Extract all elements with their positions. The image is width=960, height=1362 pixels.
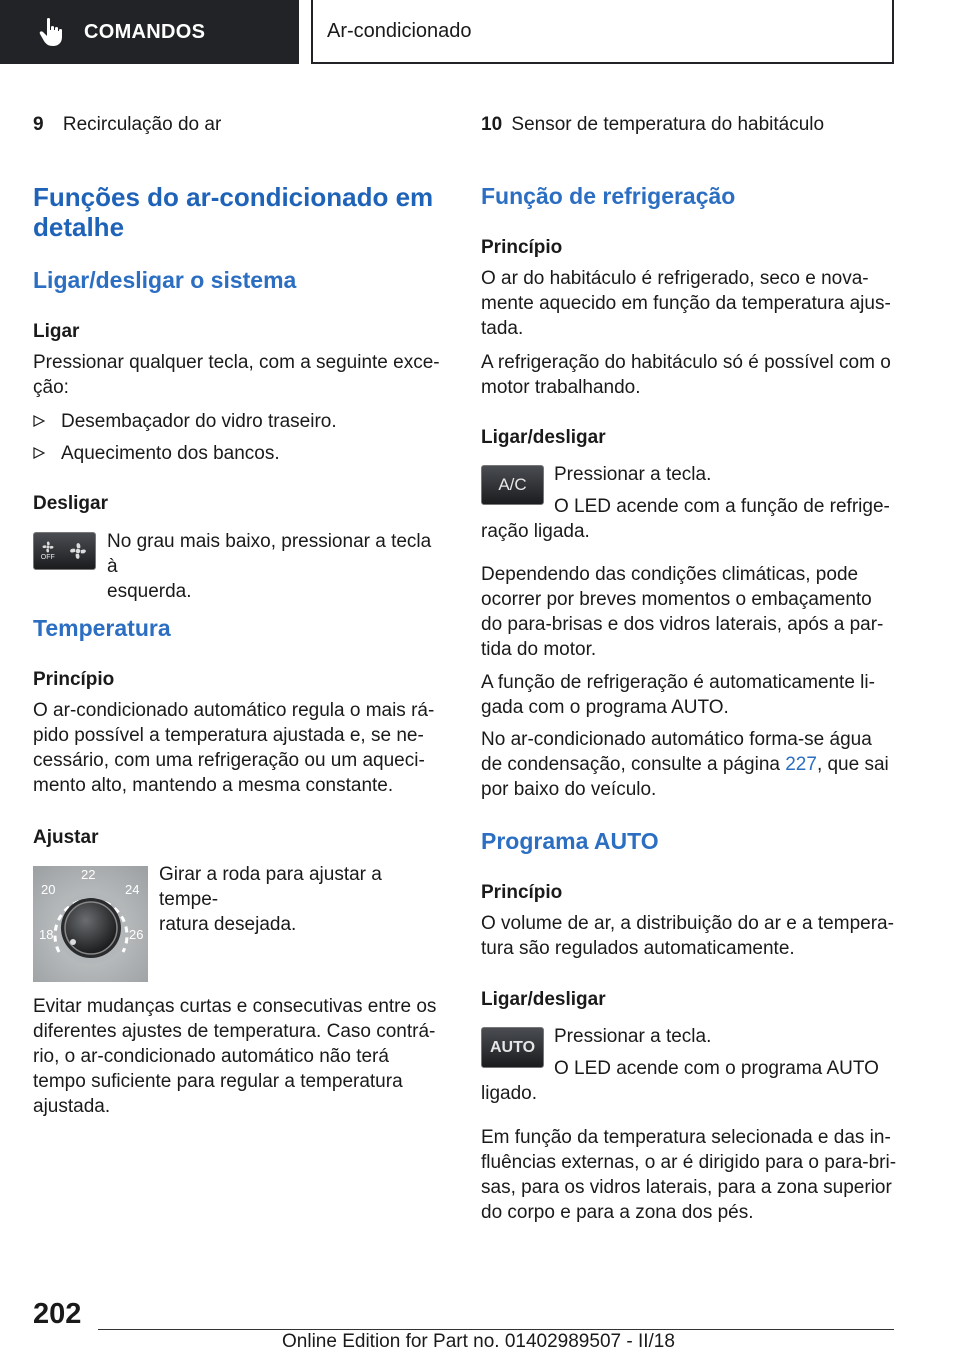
legend-number: 10	[481, 114, 503, 135]
text-line: pido possível a temperatura ajustada e, se ne‐	[33, 725, 424, 746]
subheading-ligar-desligar: Ligar/desligar	[481, 427, 606, 448]
desligar-paragraph	[107, 529, 443, 604]
legend-item-10	[481, 112, 824, 137]
text-line: cessário, com uma refrigeração ou um aqueci‐	[33, 750, 425, 771]
subheading-desligar: Desligar	[33, 493, 108, 514]
text-fragment: de condensação, consulte a página	[481, 754, 786, 775]
legend-text: Sensor de temperatura do habitáculo	[511, 114, 825, 135]
temperature-dial-image	[33, 866, 148, 982]
em-funcao-paragraph	[481, 1125, 896, 1225]
auto-led-text-cont: ligado.	[481, 1083, 537, 1104]
text-line: Pressionar a tecla.	[554, 464, 712, 485]
text-line: A função de refrigeração é automaticamente li‐	[481, 672, 875, 693]
triangle-bullet-icon	[33, 447, 45, 459]
text-line: Pressionar qualquer tecla, com a seguinte exce‐	[33, 352, 440, 373]
text-line: Em função da temperatura selecionada e das in‐	[481, 1127, 891, 1148]
text-line: mente aquecido em função da temperatura ajus‐	[481, 293, 891, 314]
heading-funcao-refrigeracao: Função de refrigeração	[481, 183, 736, 209]
legend-item-9	[33, 112, 221, 137]
temperatura-paragraph	[33, 698, 434, 798]
text-line: diferentes ajustes de temperatura. Caso contrá‐	[33, 1021, 436, 1042]
list-item-text: Desembaçador do vidro traseiro.	[61, 411, 337, 432]
heading-ligar-desligar-sistema: Ligar/desligar o sistema	[33, 267, 297, 293]
text-line: do para-brisas e dos vidros laterais, após a par‐	[481, 614, 884, 635]
dependendo-paragraph	[481, 562, 883, 662]
text-line: tada.	[481, 318, 524, 339]
text-line: O ar-condicionado automático regula o mais rá‐	[33, 700, 435, 721]
text-line: Evitar mudanças curtas e consecutivas entre os	[33, 996, 437, 1017]
subheading-principio: Princípio	[33, 669, 115, 690]
text-line: fluências externas, o ar é dirigido para o para-bri‐	[481, 1152, 897, 1173]
text-line: tura são regulados automaticamente.	[481, 938, 795, 959]
ac-key-label: A/C	[498, 475, 527, 494]
text-line: motor trabalhando.	[481, 377, 641, 398]
heading-temperatura: Temperatura	[33, 615, 171, 641]
auto-principio-paragraph	[481, 911, 894, 961]
dial-label-22: 22	[81, 867, 96, 882]
text-line: ajustada.	[33, 1096, 111, 1117]
ligar-paragraph	[33, 350, 440, 400]
condensacao-paragraph	[481, 727, 889, 802]
text-line: O volume de ar, a distribuição do ar e a tempera‐	[481, 913, 894, 934]
triangle-bullet-icon	[33, 415, 45, 427]
text-line: esquerda.	[107, 581, 192, 602]
text-line: por baixo do veículo.	[481, 779, 657, 800]
legend-number: 9	[33, 114, 44, 135]
main-heading-line-2: detalhe	[33, 212, 125, 242]
text-line: gada com o programa AUTO.	[481, 697, 729, 718]
ajustar-paragraph	[159, 862, 443, 937]
chapter-tab[interactable]	[0, 0, 299, 64]
dial-label-24: 24	[125, 882, 140, 897]
heading-programa-auto: Programa AUTO	[481, 828, 659, 854]
text-line: A refrigeração do habitáculo só é possível com o	[481, 352, 891, 373]
text-line: mento alto, mantendo a mesma constante.	[33, 775, 394, 796]
off-key-label: OFF	[40, 554, 55, 561]
auto-led-text: O LED acende com o programa AUTO	[554, 1058, 879, 1079]
legend-text: Recirculação do ar	[62, 114, 222, 135]
fan-off-key-image	[33, 532, 96, 570]
section-tab[interactable]	[311, 0, 894, 64]
evitar-paragraph	[33, 994, 436, 1119]
page-number: 202	[33, 1298, 82, 1330]
refrigeracao-paragraph-1	[481, 266, 891, 341]
list-item	[33, 441, 280, 466]
list-item-text: Aquecimento dos bancos.	[61, 443, 280, 464]
refrigeracao-paragraph-2	[481, 350, 891, 400]
auto-funcao-paragraph	[481, 670, 875, 720]
dial-label-20: 20	[41, 882, 56, 897]
fan-large-icon	[68, 541, 88, 561]
ac-key-image	[481, 465, 544, 505]
text-line	[481, 752, 889, 777]
text-line: ção:	[33, 377, 69, 398]
text-line: do corpo e para a zona dos pés.	[481, 1202, 754, 1223]
text-line: ocorrer por breves momentos o embaçamento	[481, 589, 872, 610]
fan-small-icon	[41, 540, 55, 554]
page-header	[0, 0, 960, 66]
subheading-ligar: Ligar	[33, 321, 80, 342]
text-line: ratura desejada.	[159, 914, 297, 935]
main-heading-line-1: Funções do ar-condicionado em	[33, 182, 434, 212]
dial-label-18: 18	[39, 927, 54, 942]
subheading-principio: Princípio	[481, 882, 563, 903]
ac-led-text: O LED acende com a função de refrige‐	[554, 496, 890, 517]
text-line: No grau mais baixo, pressionar a tecla à	[107, 531, 432, 577]
text-line: No ar-condicionado automático forma-se água	[481, 729, 872, 750]
edition-note: Online Edition for Part no. 01402989507 - II/18	[282, 1331, 675, 1352]
text-line: sas, para os vidros laterais, para a zona superior	[481, 1177, 892, 1198]
subheading-principio: Princípio	[481, 237, 563, 258]
ac-instructions	[554, 462, 711, 487]
list-item	[33, 409, 337, 434]
subheading-ajustar: Ajustar	[33, 827, 99, 848]
auto-key-label: AUTO	[489, 1038, 536, 1056]
footer-divider	[98, 1329, 894, 1330]
text-line: rio, o ar-condicionado automático não terá	[33, 1046, 389, 1067]
text-line: Dependendo das condições climáticas, pode	[481, 564, 859, 585]
dial-label-26: 26	[129, 927, 144, 942]
chapter-title: COMANDOS	[84, 20, 206, 43]
main-heading	[33, 182, 433, 242]
text-line: Girar a roda para ajustar a tempe‐	[159, 864, 382, 910]
text-line: tempo suficiente para regular a temperatura	[33, 1071, 403, 1092]
subheading-ligar-desligar: Ligar/desligar	[481, 989, 606, 1010]
text-fragment: , que sai	[816, 754, 889, 775]
text-line: O ar do habitáculo é refrigerado, seco e nova‐	[481, 268, 869, 289]
page-227-link[interactable]: 227	[785, 754, 817, 775]
auto-instructions: Pressionar a tecla.	[554, 1026, 712, 1047]
section-title: Ar-condicionado	[327, 19, 472, 42]
text-line: tida do motor.	[481, 639, 597, 660]
auto-key-image	[481, 1027, 544, 1068]
ac-led-text-cont: ração ligada.	[481, 521, 590, 542]
hand-pointer-icon	[38, 17, 64, 47]
